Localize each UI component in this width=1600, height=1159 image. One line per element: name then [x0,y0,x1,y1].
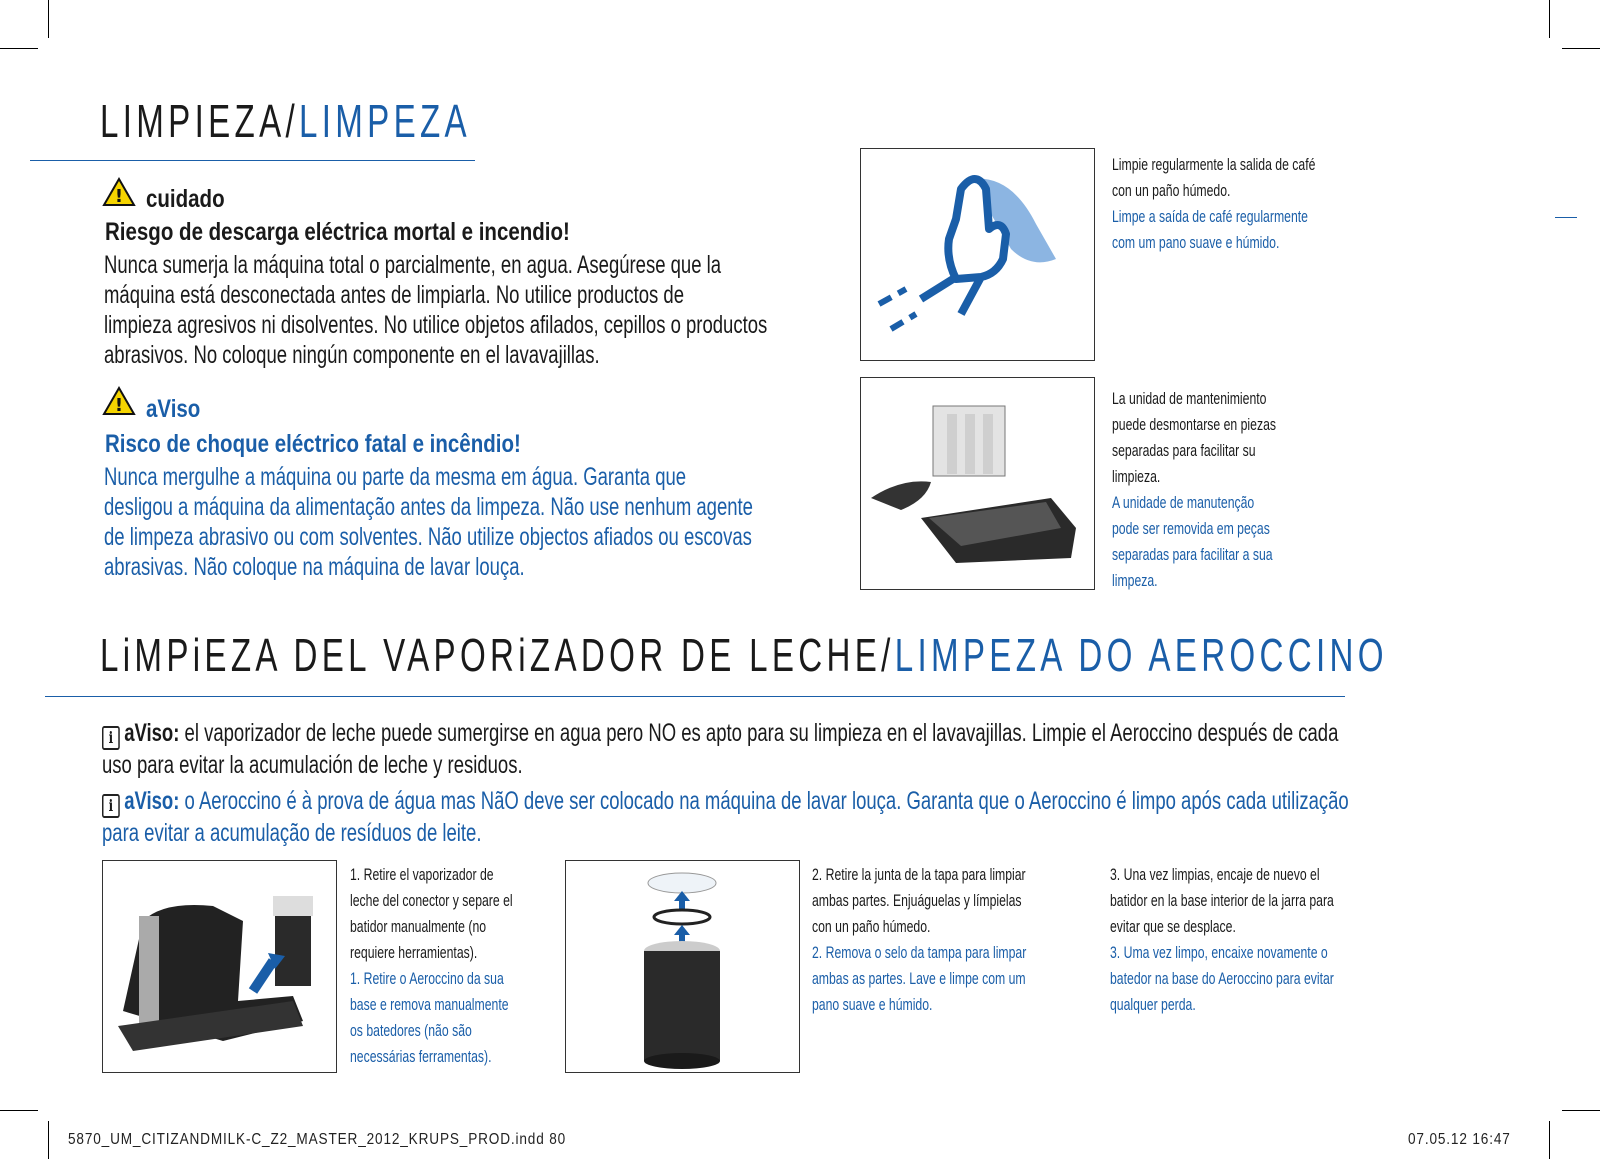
caution-label: cuidado [146,185,225,213]
caption1-pt: com um pano suave e húmido. [1112,233,1280,252]
warning-line: de limpeza abrasivo ou com solventes. Não utilize objectos afiados ou escovas [104,523,752,551]
step1-pt: base e remova manualmente [350,995,509,1014]
title-pt: LIMPEZA DO AEROCCINO [894,629,1388,681]
notice-es-label: aViso: [124,719,180,747]
step3-caption [1110,862,1421,1018]
caption2-pt: pode ser removida em peças [1112,519,1270,538]
caption2-es: limpieza. [1112,467,1161,486]
step2-es: 2. Retire la junta de la tapa para limpiar [812,865,1026,884]
info-icon: i [102,726,120,750]
warning-body [104,462,981,582]
title-rule [30,160,475,161]
notice-es [102,718,1600,780]
step2-es: con un paño húmedo. [812,917,931,936]
title-pt: LIMPEZA [299,95,471,147]
crop-mark [1555,217,1577,218]
crop-mark [1549,1121,1550,1159]
step3-es: batidor en la base interior de la jarra para [1110,891,1334,910]
step1-pt: os batedores (não são [350,1021,472,1040]
step3-pt: batedor na base do Aeroccino para evitar [1110,969,1334,988]
warning-heading: Risco de choque eléctrico fatal e incêndio! [105,430,521,458]
caption2 [1112,386,1340,594]
caution-line: máquina está desconectada antes de limpiarla. No utilice productos de [104,281,685,309]
notice-pt-line2: para evitar a acumulação de resíduos de leite. [102,819,482,847]
crop-mark [1549,0,1550,38]
step1-es: requiere herramientas). [350,943,478,962]
step2-pt: 2. Remova o selo da tampa para limpar [812,943,1027,962]
caption2-pt: A unidade de manutenção [1112,493,1255,512]
caption2-es: La unidad de mantenimiento [1112,389,1267,408]
step1-pt: necessárias ferramentas). [350,1047,492,1066]
footer-date: 07.05.12 16:47 [1408,1131,1511,1148]
notice-pt [102,786,1600,848]
caption1 [1112,152,1395,256]
caption1-es: con un paño húmedo. [1112,181,1231,200]
step1-es: leche del conector y separe el [350,891,513,910]
step1-es: batidor manualmente (no [350,917,487,936]
step1-es: 1. Retire el vaporizador de [350,865,494,884]
wipe-coffee-outlet-illustration [860,148,1095,361]
info-icon: i [102,794,120,818]
step3-es: 3. Una vez limpias, encaje de nuevo el [1110,865,1320,884]
step3-es: evitar que se desplace. [1110,917,1236,936]
crop-mark [1562,1110,1600,1111]
notice-pt-line1 [102,786,1349,818]
maintenance-unit-illustration [860,377,1095,590]
crop-mark [0,48,38,49]
title-rule [45,696,1345,697]
notice-es-text: el vaporizador de leche puede sumergirse en agua pero NO es apto para su limpieza en el lavavajillas. Limpie el Aeroccino después de cada [184,719,1339,747]
caption1-pt: Limpe a saída de café regularmente [1112,207,1308,226]
warning-line: abrasivas. Não coloque na máquina de lavar louça. [104,553,525,581]
notice-pt-label: aViso: [124,787,180,815]
caution-heading: Riesgo de descarga eléctrica mortal e incendio! [105,218,570,246]
caution-line: limpieza agresivos ni disolventes. No utilice objetos afilados, cepillos o productos [104,311,768,339]
aeroccino-lid-seal-illustration [565,860,800,1073]
caption1-es: Limpie regularmente la salida de café [1112,155,1316,174]
step2-caption [812,862,1110,1018]
section2-title [100,628,1388,682]
notice-pt-text: o Aeroccino é à prova de água mas NãO deve ser colocado na máquina de lavar louça. Garanta que o Aeroccino é limpo após cada utilização [184,787,1349,815]
warning-line: desligou a máquina da alimentação antes da limpeza. Não use nenhum agente [104,493,753,521]
crop-mark [1562,48,1600,49]
caption2-pt: separadas para facilitar a sua [1112,545,1273,564]
step2-pt: ambas as partes. Lave e limpe com um [812,969,1026,988]
step1-caption [350,862,576,1070]
section1-title [100,94,471,148]
svg-text:!: ! [114,395,124,416]
title-es: LiMPiEZA DEL VAPORiZADOR DE LECHE/ [100,629,895,681]
step2-es: ambas partes. Enjuáguelas y límpielas [812,891,1022,910]
crop-mark [48,1121,49,1159]
svg-text:!: ! [114,186,124,207]
step3-pt: qualquer perda. [1110,995,1196,1014]
step3-pt: 3. Uma vez limpo, encaixe novamente o [1110,943,1328,962]
caption2-es: puede desmontarse en piezas [1112,415,1276,434]
notice-es-line1 [102,718,1338,750]
warning-triangle-icon [102,386,136,421]
warning-line: Nunca mergulhe a máquina ou parte da mesma em água. Garanta que [104,463,687,491]
caption2-pt: limpeza. [1112,571,1158,590]
step1-pt: 1. Retire o Aeroccino da sua [350,969,504,988]
caption2-es: separadas para facilitar su [1112,441,1256,460]
notice-es-line2: uso para evitar la acumulación de leche y residuos. [102,751,523,779]
footer-file: 5870_UM_CITIZANDMILK-C_Z2_MASTER_2012_KRUPS_PROD.indd 80 [68,1131,567,1148]
machine-with-aeroccino-illustration [102,860,337,1073]
caution-line: abrasivos. No coloque ningún componente en el lavavajillas. [104,341,600,369]
step2-pt: pano suave e húmido. [812,995,933,1014]
caution-line: Nunca sumerja la máquina total o parcialmente, en agua. Asegúrese que la [104,251,722,279]
crop-mark [48,0,49,38]
crop-mark [0,1110,38,1111]
warning-triangle-icon [102,177,136,212]
warning-label: aViso [146,395,201,423]
title-es: LIMPIEZA/ [100,95,300,147]
